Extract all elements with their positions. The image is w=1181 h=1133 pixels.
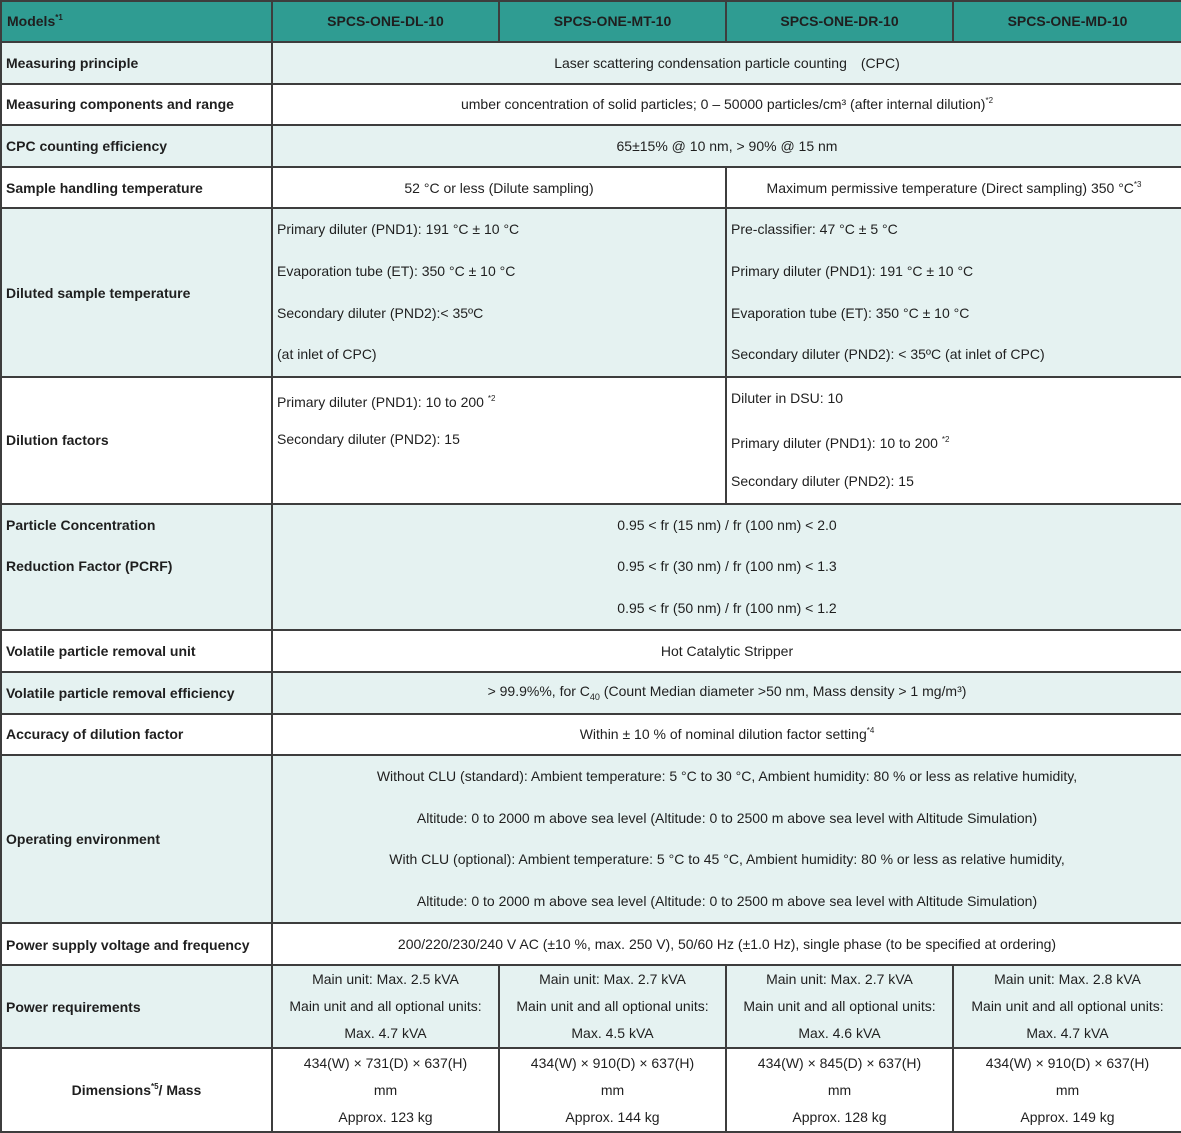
header-row xyxy=(1,1,1181,42)
text-line: Primary diluter (PND1): 191 °C ± 10 °C xyxy=(731,262,974,279)
row-value: Maximum permissive temperature (Direct sampling) 350 $^\circ C^{*3}$ xyxy=(726,167,1181,209)
text-line: 0.95 < fr (50 nm) / fr (100 nm) < 1.2 xyxy=(617,599,837,616)
text-line: Primary diluter (PND1): 191 °C ± 10 °C xyxy=(277,221,520,238)
table-row xyxy=(1,755,1181,923)
model-column-header: SPCS-ONE-MD-10 xyxy=(953,1,1181,42)
model-column-header: SPCS-ONE-DR-10 xyxy=(726,1,953,42)
table-row xyxy=(1,504,1181,631)
table-row xyxy=(1,714,1181,756)
row-value xyxy=(272,755,1181,923)
row-label: Measuring components and range xyxy=(1,84,272,126)
row-label: Volatile particle removal efficiency xyxy=(1,672,272,714)
table-row xyxy=(1,208,1181,376)
text-line: With CLU (optional): Ambient temperature: 5 °C to 45 °C, Ambient humidity: 80 % or less as relative humidity, xyxy=(389,851,1065,868)
table-row xyxy=(1,377,1181,504)
table-row xyxy=(1,965,1181,1048)
text-line: Altitude: 0 to 2000 m above sea level (Altitude: 0 to 2500 m above sea level with Altitude Simulation) xyxy=(416,809,1038,826)
text-line: Secondary diluter (PND2): 15 xyxy=(277,431,460,448)
text-line: (at inlet of CPC) xyxy=(277,346,377,363)
dimensions-cell: 434(W) × 910(D) × 637(H) mm Approx. 144 kg xyxy=(499,1048,726,1132)
dimensions-cell: 434(W) × 910(D) × 637(H) mm Approx. 149 kg xyxy=(953,1048,1181,1132)
text-line: 0.95 < fr (15 nm) / fr (100 nm) < 2.0 xyxy=(617,516,837,533)
table-row xyxy=(1,84,1181,126)
dimensions-cell: 434(W) × 845(D) × 637(H) mm Approx. 128 kg xyxy=(726,1048,953,1132)
row-label: Diluted sample temperature xyxy=(1,208,272,376)
row-label: Volatile particle removal unit xyxy=(1,630,272,672)
model-column-header: SPCS-ONE-MT-10 xyxy=(499,1,726,42)
text-line: Secondary diluter (PND2): < 35ºC (at inlet of CPC) xyxy=(731,346,1045,363)
text-line: Primary diluter (PND1): 10 to 200 $^{*2}$ xyxy=(277,393,496,410)
power-cell: Main unit: Max. 2.5 kVA Main unit and all optional units: Max. 4.7 kVA xyxy=(272,965,499,1048)
row-value: 65±15% @ 10 nm, > 90% @ 15 nm xyxy=(272,125,1181,167)
text-line: Secondary diluter (PND2): 15 xyxy=(731,472,914,489)
table-row xyxy=(1,125,1181,167)
row-value xyxy=(272,208,726,376)
row-value: Within ± 10 % of nominal dilution factor setting$^{*4}$ xyxy=(272,714,1181,756)
row-value xyxy=(272,504,1181,631)
row-label: Accuracy of dilution factor xyxy=(1,714,272,756)
text-line: Diluter in DSU: 10 xyxy=(731,389,844,406)
row-label: CPC counting efficiency xyxy=(1,125,272,167)
row-label: Dimensions$^{*5}$/ Mass xyxy=(1,1048,272,1132)
power-cell: Main unit: Max. 2.8 kVA Main unit and all optional units: Max. 4.7 kVA xyxy=(953,965,1181,1048)
table-row xyxy=(1,1048,1181,1132)
row-label: Operating environment xyxy=(1,755,272,923)
table-row xyxy=(1,672,1181,714)
text-line: 0.95 < fr (30 nm) / fr (100 nm) < 1.3 xyxy=(617,558,837,575)
models-header: Models$^{*1}$ xyxy=(1,1,272,42)
row-value: 52 °C or less (Dilute sampling) xyxy=(272,167,726,209)
row-value: Hot Catalytic Stripper xyxy=(272,630,1181,672)
row-label: Dilution factors xyxy=(1,377,272,504)
row-value: Laser scattering condensation particle counting (CPC) xyxy=(272,42,1181,84)
text-line: Evaporation tube (ET): 350 °C ± 10 °C xyxy=(731,304,970,321)
text-line: Secondary diluter (PND2):< 35ºC xyxy=(277,304,484,321)
row-value: 200/220/230/240 V AC (±10 %, max. 250 V), 50/60 Hz (±1.0 Hz), single phase (to be specified at ordering) xyxy=(272,923,1181,965)
row-label: Particle Concentration Reduction Factor (PCRF) xyxy=(1,504,272,631)
row-label: Power requirements xyxy=(1,965,272,1048)
row-label: Sample handling temperature xyxy=(1,167,272,209)
power-cell: Main unit: Max. 2.7 kVA Main unit and all optional units: Max. 4.5 kVA xyxy=(499,965,726,1048)
table-row xyxy=(1,923,1181,965)
table-row xyxy=(1,167,1181,209)
text-line: Pre-classifier: 47 °C ± 5 °C xyxy=(731,221,898,238)
table-row xyxy=(1,630,1181,672)
text-line: Without CLU (standard): Ambient temperature: 5 °C to 30 °C, Ambient humidity: 80 % or less as relative humidity, xyxy=(376,768,1078,785)
row-label: Measuring principle xyxy=(1,42,272,84)
dimensions-cell: 434(W) × 731(D) × 637(H) mm Approx. 123 kg xyxy=(272,1048,499,1132)
row-value xyxy=(272,377,726,504)
row-value xyxy=(726,377,1181,504)
table-row xyxy=(1,42,1181,84)
row-value: > 99.9%%, for $C_{40}$ (Count Median diameter >50 nm, Mass density > 1 mg/m³) xyxy=(272,672,1181,714)
row-value xyxy=(726,208,1181,376)
text-line: Altitude: 0 to 2000 m above sea level (Altitude: 0 to 2500 m above sea level with Altitude Simulation) xyxy=(416,892,1038,909)
power-cell: Main unit: Max. 2.7 kVA Main unit and all optional units: Max. 4.6 kVA xyxy=(726,965,953,1048)
row-value: umber concentration of solid particles; 0 – 50000 particles/cm³ (after internal dilution)$^{*2}$ xyxy=(272,84,1181,126)
text-line: Primary diluter (PND1): 10 to 200 $^{*2}$ xyxy=(731,435,950,452)
row-label: Power supply voltage and frequency xyxy=(1,923,272,965)
text-line: Evaporation tube (ET): 350 °C ± 10 °C xyxy=(277,262,516,279)
model-column-header: SPCS-ONE-DL-10 xyxy=(272,1,499,42)
